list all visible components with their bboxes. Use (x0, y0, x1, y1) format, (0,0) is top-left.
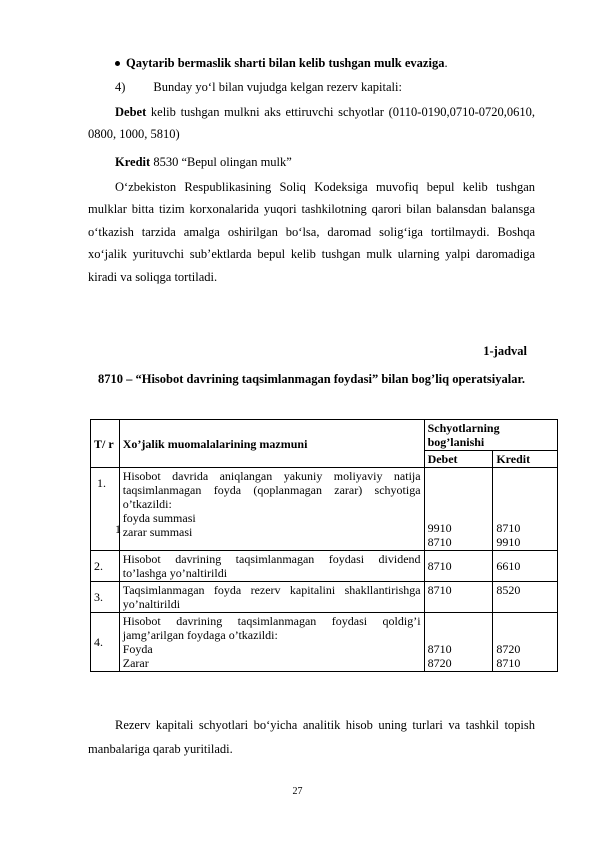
kredit-text: 8530 “Bepul olingan mulk” (150, 155, 292, 169)
header-debet: Debet (424, 451, 493, 468)
row-content: Hisobot davrining taqsimlanmagan foydasi dividend to’lashga yo’naltirildi (119, 551, 424, 582)
kredit-label: Kredit (115, 155, 151, 169)
header-accounts: Schyotlarning bog’lanishi (424, 420, 557, 451)
row-debet: 8710 (424, 582, 493, 613)
row-kredit: 6610 (493, 551, 558, 582)
row-number: 1. 1 (91, 468, 120, 551)
bullet-icon (115, 61, 120, 66)
operations-table (90, 419, 558, 672)
debet-label: Debet (115, 105, 147, 119)
row-debet: 8710 (424, 551, 493, 582)
row-kredit: 8520 (493, 582, 558, 613)
row-kredit: 8710 9910 (493, 468, 558, 551)
debet-text: kelib tushgan mulkni aks ettiruvchi schyotlar (0110-0190,0710-0720,0610, 0800, 1000, 5810) (88, 105, 535, 141)
row-kredit: 8720 8710 (493, 613, 558, 672)
table-row (91, 613, 558, 672)
item-4 (115, 80, 402, 95)
bullet-heading-text: Qaytarib bermaslik sharti bilan kelib tushgan mulk evaziga (126, 56, 445, 70)
item-4-text: Bunday yo‘l bilan vujudga kelgan rezerv kapitali: (153, 80, 402, 94)
row-number-extra: 1 (115, 522, 121, 536)
row-number: 3. (91, 582, 120, 613)
row-number: 2. (91, 551, 120, 582)
paragraph-2: Rezerv kapitali schyotlari bo‘yicha analitik hisob uning turlari va tashkil topish manbalariga qarab yuritiladi. (88, 718, 535, 756)
table-row (91, 582, 558, 613)
row-content: Hisobot davrida aniqlangan yakuniy moliyaviy natija taqsimlanmagan foyda (qoplanmagan zarar) schyotiga o’tkazildi: foyda summasi zarar summasi (119, 468, 424, 551)
row-debet: 8710 8720 (424, 613, 493, 672)
row-number: 4. (91, 613, 120, 672)
row-content: Hisobot davrining taqsimlanmagan foydasi qoldig’i jamg’arilgan foydaga o’tkazildi: Foyda Zarar (119, 613, 424, 672)
table-caption: 8710 – “Hisobot davrining taqsimlanmagan foydasi” bilan bog’liq operatsiyalar. (97, 372, 526, 386)
table-row (91, 551, 558, 582)
paragraph-1: O‘zbekiston Respublikasining Soliq Kodeksiga muvofiq bepul kelib tushgan mulklar bitta tizim korxonalarida yuqori tashkilotning qarori bilan balansdan balansga o‘tkazish tarzida amalga oshirilgan bo‘lsa, daromad solig‘iga tortilmaydi. Boshqa xo‘jalik yurituvchi sub’ektlarda bepul kelib tushgan mulk ularning yalpi daromadiga kiradi va soliqga tortiladi. (88, 180, 535, 284)
page-number: 27 (292, 786, 303, 797)
header-content: Xo’jalik muomalalarining mazmuni (119, 420, 424, 468)
item-4-number: 4) (115, 80, 126, 94)
debet-line (88, 101, 535, 145)
kredit-line (88, 151, 535, 173)
bullet-heading (115, 56, 448, 71)
table-label: 1-jadval (483, 344, 527, 358)
table-header-row (91, 420, 558, 451)
header-kredit: Kredit (493, 451, 558, 468)
table-row (91, 468, 558, 551)
row-debet: 9910 8710 (424, 468, 493, 551)
header-num: T/ r (91, 420, 120, 468)
bullet-heading-end: . (444, 56, 448, 70)
row-content: Taqsimlanmagan foyda rezerv kapitalini shakllantirishga yo’naltirildi (119, 582, 424, 613)
